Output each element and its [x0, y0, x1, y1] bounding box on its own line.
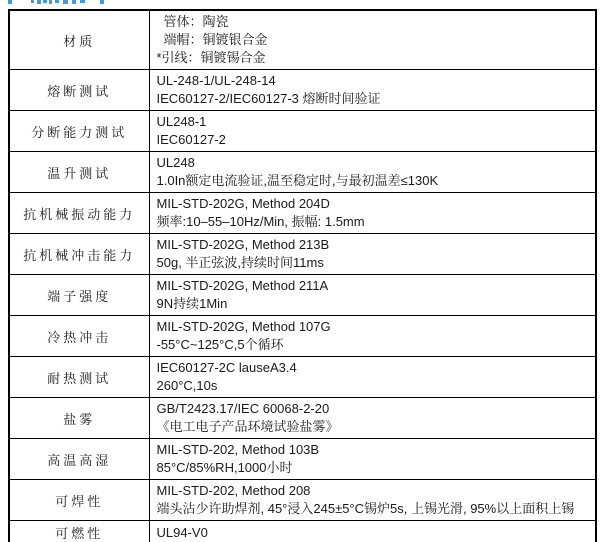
- row-label: 耐热测试: [9, 357, 149, 398]
- value-line: 端帽：铜镀银合金: [163, 32, 268, 47]
- row-label: 抗机械冲击能力: [9, 234, 149, 275]
- value-line: MIL-STD-202G, Method 204D: [156, 196, 330, 211]
- row-value: [149, 10, 596, 70]
- value-line: UL248-1: [156, 114, 207, 129]
- table-row: [9, 70, 596, 111]
- row-label: 抗机械振动能力: [9, 193, 149, 234]
- value-line: 50g, 半正弦波,持续时间11ms: [156, 255, 324, 270]
- value-line: 85°C/85%RH,1000小时: [156, 460, 293, 475]
- value-line: 《电工电子产品环境试验盐雾》: [156, 419, 339, 434]
- value-line: 频率:10–55–10Hz/Min, 振幅: 1.5mm: [156, 214, 365, 229]
- value-line: MIL-STD-202G, Method 211A: [156, 278, 329, 293]
- table-row: [9, 10, 596, 70]
- value-line: 260°C,10s: [156, 378, 218, 393]
- value-line: -55°C~125°C,5个循环: [156, 337, 284, 352]
- value-line: IEC60127-2C lauseA3.4: [156, 360, 297, 375]
- row-value: [149, 70, 596, 111]
- table-row: [9, 152, 596, 193]
- heading-fragment-mark: [55, 0, 59, 3]
- row-value: [149, 111, 596, 152]
- row-label: 分断能力测试: [9, 111, 149, 152]
- row-label: 材质: [9, 10, 149, 70]
- table-row: [9, 357, 596, 398]
- spec-table: [8, 9, 597, 542]
- heading-fragment-mark: [80, 0, 85, 3]
- row-value: [149, 439, 596, 480]
- value-line: 端头沾少许助焊剂, 45°浸入245±5°C锡炉5s, 上锡光滑, 95%以上面积上锡: [156, 501, 575, 516]
- table-row: [9, 521, 596, 542]
- row-label: 高温高湿: [9, 439, 149, 480]
- table-row: [9, 193, 596, 234]
- table-row: [9, 480, 596, 521]
- table-row: [9, 398, 596, 439]
- row-label: 温升测试: [9, 152, 149, 193]
- heading-fragment-mark: [49, 0, 52, 4]
- row-label: 可焊性: [9, 480, 149, 521]
- clipped-heading-fragment: [8, 0, 128, 5]
- heading-fragment-mark: [100, 0, 104, 4]
- row-value: [149, 316, 596, 357]
- value-line: UL248: [156, 155, 195, 170]
- value-line: MIL-STD-202G, Method 213B: [156, 237, 330, 252]
- row-value: [149, 275, 596, 316]
- row-value: [149, 152, 596, 193]
- value-line: MIL-STD-202, Method 208: [156, 483, 311, 498]
- value-line: IEC60127-2/IEC60127-3 熔断时间验证: [156, 91, 381, 106]
- heading-fragment-mark: [31, 0, 34, 3]
- value-line: MIL-STD-202G, Method 107G: [156, 319, 331, 334]
- value-line: 1.0In额定电流验证,温至稳定时,与最初温差≤130K: [156, 173, 439, 188]
- heading-fragment-mark: [63, 0, 68, 4]
- row-value: [149, 234, 596, 275]
- value-line: IEC60127-2: [156, 132, 226, 147]
- row-value: [149, 480, 596, 521]
- row-value: [149, 521, 596, 542]
- row-label: 可燃性: [9, 521, 149, 542]
- value-line: *引线：铜镀锡合金: [156, 50, 266, 65]
- row-value: [149, 193, 596, 234]
- heading-fragment-mark: [72, 0, 76, 4]
- value-line: UL-248-1/UL-248-14: [156, 73, 276, 88]
- spec-table-body: [9, 10, 596, 542]
- table-row: [9, 316, 596, 357]
- table-row: [9, 111, 596, 152]
- row-label: 端子强度: [9, 275, 149, 316]
- row-value: [149, 398, 596, 439]
- value-line: MIL-STD-202, Method 103B: [156, 442, 320, 457]
- row-label: 冷热冲击: [9, 316, 149, 357]
- heading-fragment-mark: [43, 0, 47, 3]
- value-line: GB/T2423.17/IEC 60068-2-20: [156, 401, 330, 416]
- value-line: 管体：陶瓷: [163, 14, 229, 29]
- table-row: [9, 234, 596, 275]
- row-label: 盐雾: [9, 398, 149, 439]
- row-label: 熔断测试: [9, 70, 149, 111]
- row-value: [149, 357, 596, 398]
- heading-fragment-mark: [37, 0, 41, 4]
- heading-fragment-mark: [8, 0, 12, 4]
- table-row: [9, 439, 596, 480]
- value-line: UL94-V0: [156, 524, 208, 540]
- table-row: [9, 275, 596, 316]
- value-line: 9N持续1Min: [156, 296, 228, 311]
